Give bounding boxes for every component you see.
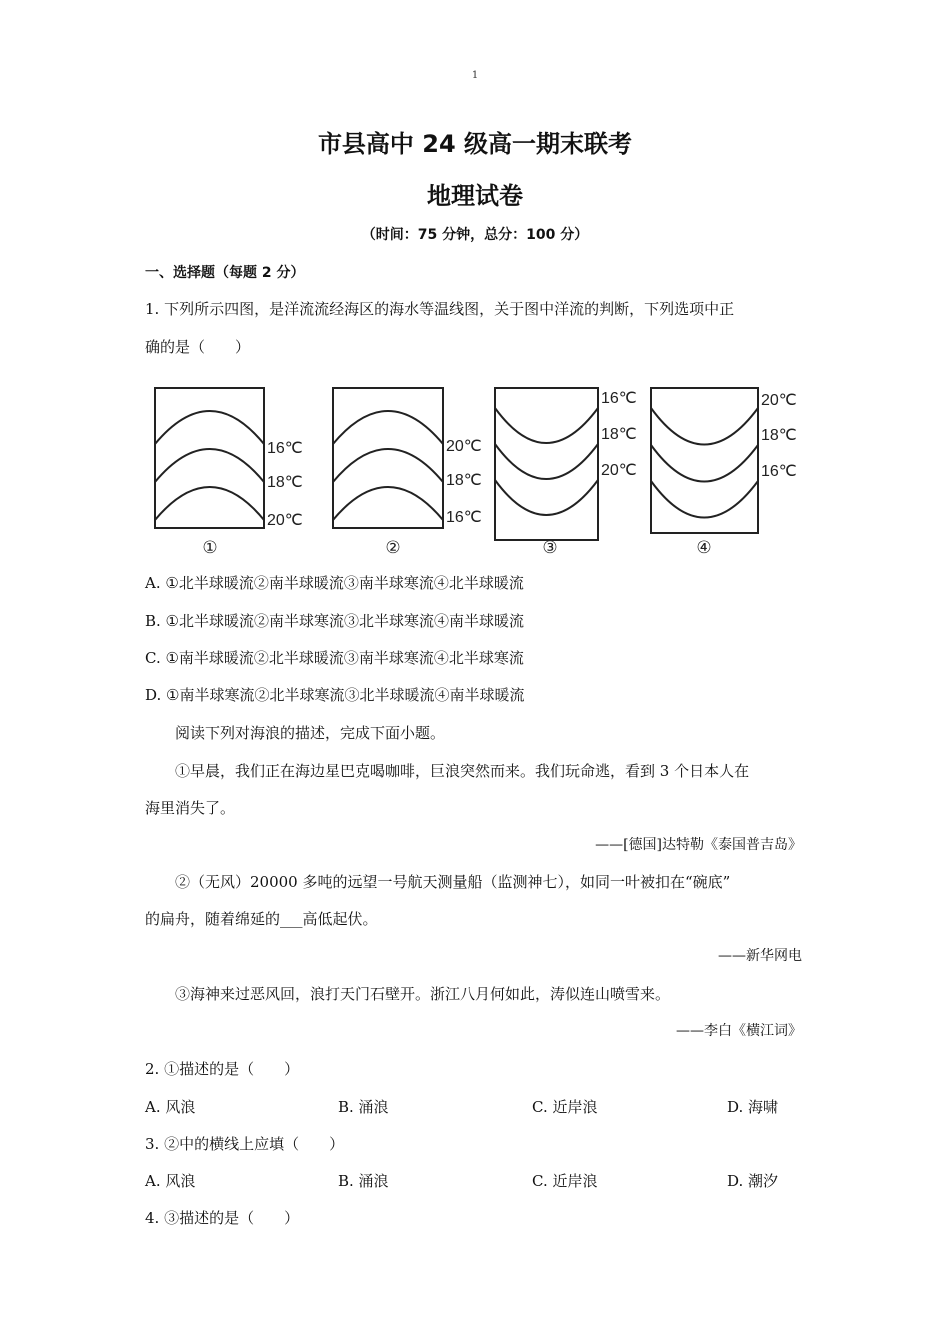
panel-1-number: ① bbox=[202, 538, 218, 557]
panel-2-isotherm-3 bbox=[333, 487, 443, 520]
passage-2-line2: 的扁舟，随着绵延的___高低起伏。 bbox=[145, 910, 378, 928]
panel-3-label-2: 18℃ bbox=[601, 426, 637, 443]
q1-option-d: D. ①南半球寒流②北半球寒流③北半球暖流④南半球暖流 bbox=[145, 686, 525, 704]
panel-1-isotherm-2 bbox=[155, 449, 264, 482]
q1-option-c: C. ①南半球暖流②北半球暖流③南半球寒流④北半球寒流 bbox=[145, 649, 524, 667]
panel-2-frame bbox=[333, 388, 443, 528]
panel-2-label-1: 20℃ bbox=[446, 438, 482, 455]
panel-3-isotherm-2 bbox=[495, 444, 598, 479]
passage-1-source: ——[德国]达特勒《泰国普吉岛》 bbox=[595, 837, 802, 853]
exam-title: 市县高中 24 级高一期末联考 bbox=[317, 130, 633, 158]
passage-2-line1: ②（无风）20000 多吨的远望一号航天测量船（监测神七），如同一叶被扣在“碗底” bbox=[175, 873, 731, 891]
panel-2-label-3: 16℃ bbox=[446, 509, 482, 526]
panel-1-frame bbox=[155, 388, 264, 528]
q1-option-a: A. ①北半球暖流②南半球暖流③南半球寒流④北半球暖流 bbox=[145, 574, 524, 592]
panel-1-label-2: 18℃ bbox=[267, 474, 303, 491]
panel-3-frame bbox=[495, 388, 598, 540]
panel-4-label-1: 20℃ bbox=[761, 392, 797, 409]
q2-stem: 2. ①描述的是（ ） bbox=[145, 1060, 300, 1078]
panel-4-isotherm-1 bbox=[651, 408, 758, 445]
q2-option-b: B. 涌浪 bbox=[338, 1098, 389, 1116]
passage-3-line1: ③海神来过恶风回，浪打天门石壁开。浙江八月何如此，涛似连山喷雪来。 bbox=[175, 985, 671, 1003]
q1-option-b: B. ①北半球暖流②南半球寒流③北半球寒流④南半球暖流 bbox=[145, 612, 525, 630]
q1-stem-line2: 确的是（ ） bbox=[145, 338, 251, 356]
panel-4-isotherm-2 bbox=[651, 445, 758, 482]
panel-4-label-2: 18℃ bbox=[761, 427, 797, 444]
exam-info: （时间：75 分钟，总分：100 分） bbox=[361, 227, 589, 243]
panel-3-label-1: 16℃ bbox=[601, 390, 637, 407]
passage-1-line1: ①早晨，我们正在海边星巴克喝咖啡，巨浪突然而来。我们玩命逃，看到 3 个日本人在 bbox=[175, 762, 750, 780]
panel-3-isotherm-1 bbox=[495, 408, 598, 443]
passage-3-source: ——李白《横江词》 bbox=[676, 1023, 802, 1039]
isotherm-diagram bbox=[150, 383, 810, 558]
q3-option-b: B. 涌浪 bbox=[338, 1172, 389, 1190]
passage-intro: 阅读下列对海浪的描述，完成下面小题。 bbox=[175, 724, 446, 742]
panel-3-label-3: 20℃ bbox=[601, 462, 637, 479]
panel-4-frame bbox=[651, 388, 758, 533]
panel-4-label-3: 16℃ bbox=[761, 463, 797, 480]
panel-4-number: ④ bbox=[696, 538, 712, 557]
panel-4-isotherm-3 bbox=[651, 481, 758, 518]
panel-3-number: ③ bbox=[542, 538, 558, 557]
q4-stem: 4. ③描述的是（ ） bbox=[145, 1209, 300, 1227]
q3-stem: 3. ②中的横线上应填（ ） bbox=[145, 1135, 345, 1153]
panel-3-isotherm-3 bbox=[495, 480, 598, 515]
panel-2-label-2: 18℃ bbox=[446, 472, 482, 489]
q2-option-a: A. 风浪 bbox=[145, 1098, 196, 1116]
q3-option-c: C. 近岸浪 bbox=[532, 1172, 598, 1190]
panel-1-label-1: 16℃ bbox=[267, 440, 303, 457]
panel-2-number: ② bbox=[385, 538, 401, 557]
panel-2-isotherm-2 bbox=[333, 449, 443, 482]
q2-option-d: D. 海啸 bbox=[727, 1098, 779, 1116]
panel-1-isotherm-3 bbox=[155, 487, 264, 520]
passage-2-source: ——新华网电 bbox=[718, 948, 802, 964]
section-heading: 一、选择题（每题 2 分） bbox=[145, 265, 305, 281]
q3-option-a: A. 风浪 bbox=[145, 1172, 196, 1190]
q1-stem-line1: 1. 下列所示四图，是洋流流经海区的海水等温线图，关于图中洋流的判断，下列选项中正 bbox=[145, 300, 735, 318]
q2-option-c: C. 近岸浪 bbox=[532, 1098, 598, 1116]
passage-1-line2: 海里消失了。 bbox=[145, 799, 236, 817]
panel-2-isotherm-1 bbox=[333, 411, 443, 444]
page-number: 1 bbox=[471, 70, 479, 81]
q3-option-d: D. 潮汐 bbox=[727, 1172, 779, 1190]
panel-1-label-3: 20℃ bbox=[267, 512, 303, 529]
panel-1-isotherm-1 bbox=[155, 411, 264, 444]
exam-subject: 地理试卷 bbox=[427, 182, 523, 210]
